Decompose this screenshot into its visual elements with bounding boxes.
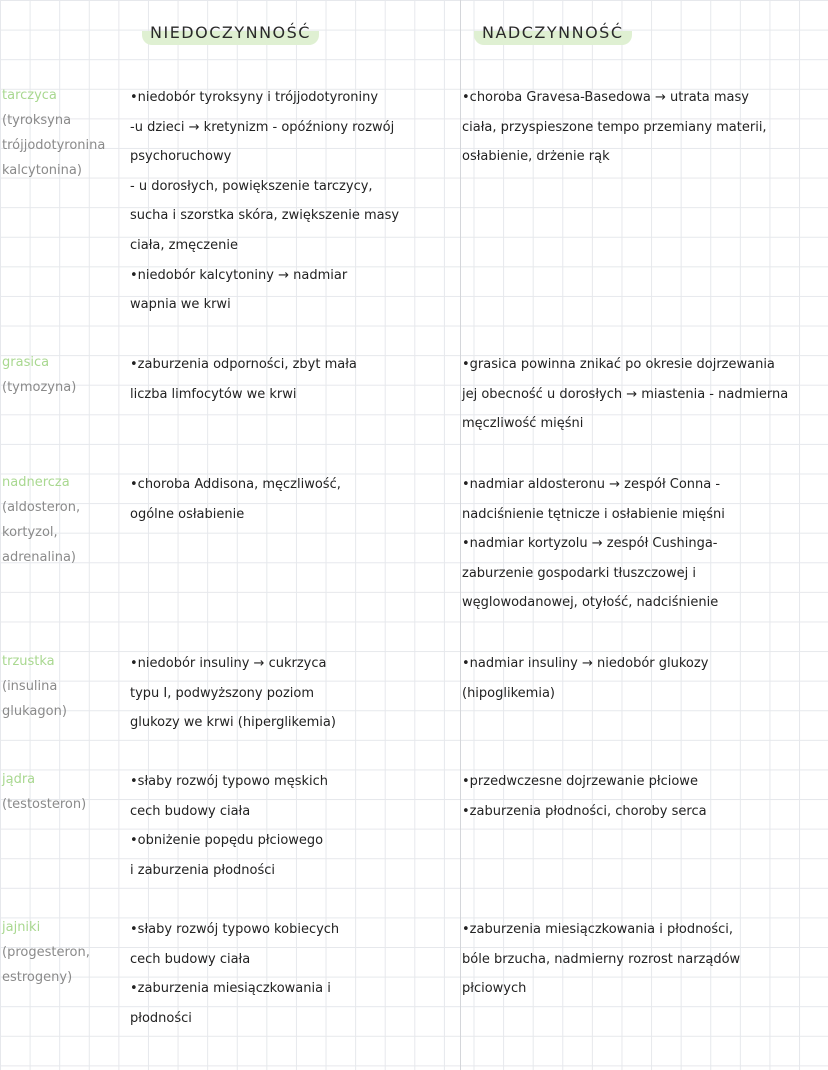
hormone-list: (testosteron) <box>2 797 87 812</box>
hypofunction-text: •słaby rozwój typowo męskich cech budowy ciała •obniżenie popędu płciowego i zaburzenia płodności <box>130 774 329 878</box>
hormone-list: (insulina glukagon) <box>2 679 67 719</box>
gland-label <box>2 767 130 817</box>
gland-name: nadnercza <box>2 475 70 490</box>
hypofunction-text: •słaby rozwój typowo kobiecych cech budowy ciała •zaburzenia miesiączkowania i płodności <box>130 922 340 1026</box>
hormone-list: (tyroksyna trójjodotyronina kalcytonina) <box>2 113 106 178</box>
hyperfunction-text: •przedwczesne dojrzewanie płciowe •zaburzenia płodności, choroby serca <box>462 774 707 819</box>
hormone-list: (aldosteron, kortyzol, adrenalina) <box>2 500 81 565</box>
hyperfunction-text: •grasica powinna znikać po okresie dojrzewania jej obecność u dorosłych → miastenia - nadmierna męczliwość mięśni <box>462 357 789 432</box>
header-niedoczynnosc: NIEDOCZYNNOŚĆ <box>142 20 319 45</box>
gland-name: jajniki <box>2 920 41 935</box>
gland-name: trzustka <box>2 654 55 669</box>
hormone-list: (tymozyna) <box>2 380 77 395</box>
hypofunction-text: •choroba Addisona, męczliwość, ogólne osłabienie <box>130 477 341 522</box>
hormone-list: (progesteron, estrogeny) <box>2 945 90 985</box>
hypofunction-text: •zaburzenia odporności, zbyt mała liczba limfocytów we krwi <box>130 357 357 402</box>
hypofunction-text: •niedobór tyroksyny i trójjodotyroniny -u dzieci → kretynizm - opóźniony rozwój psychoruchowy - u dorosłych, powiększenie tarczycy, sucha i szorstka skóra, zwiększenie masy ciała, zmęczenie •niedobór kalcytoniny → nadmiar wapnia we krwi <box>130 90 400 313</box>
header-nadczynnosc: NADCZYNNOŚĆ <box>474 20 632 45</box>
hypofunction-text: •niedobór insuliny → cukrzyca typu I, podwyższony poziom glukozy we krwi (hiperglikemia) <box>130 656 336 731</box>
gland-label <box>2 350 130 400</box>
gland-label <box>2 83 130 183</box>
hyperfunction-text: •zaburzenia miesiączkowania i płodności, bóle brzucha, nadmierny rozrost narządów płciowych <box>462 922 741 997</box>
gland-name: grasica <box>2 355 50 370</box>
gland-name: jądra <box>2 772 36 787</box>
hyperfunction-text: •choroba Gravesa-Basedowa → utrata masy ciała, przyspieszone tempo przemiany materii, osłabienie, drżenie rąk <box>462 90 767 165</box>
hyperfunction-text: •nadmiar aldosteronu → zespół Conna - nadciśnienie tętnicze i osłabienie mięśni •nadmiar kortyzolu → zespół Cushinga- zaburzenie gospodarki tłuszczowej i węglowodanowej, otyłość, nadciśnienie <box>462 477 725 611</box>
column-divider <box>460 0 461 1070</box>
gland-label <box>2 649 130 724</box>
gland-name: tarczyca <box>2 88 57 103</box>
gland-label <box>2 915 130 990</box>
hyperfunction-text: •nadmiar insuliny → niedobór glukozy (hipoglikemia) <box>462 656 709 701</box>
gland-label <box>2 470 130 570</box>
